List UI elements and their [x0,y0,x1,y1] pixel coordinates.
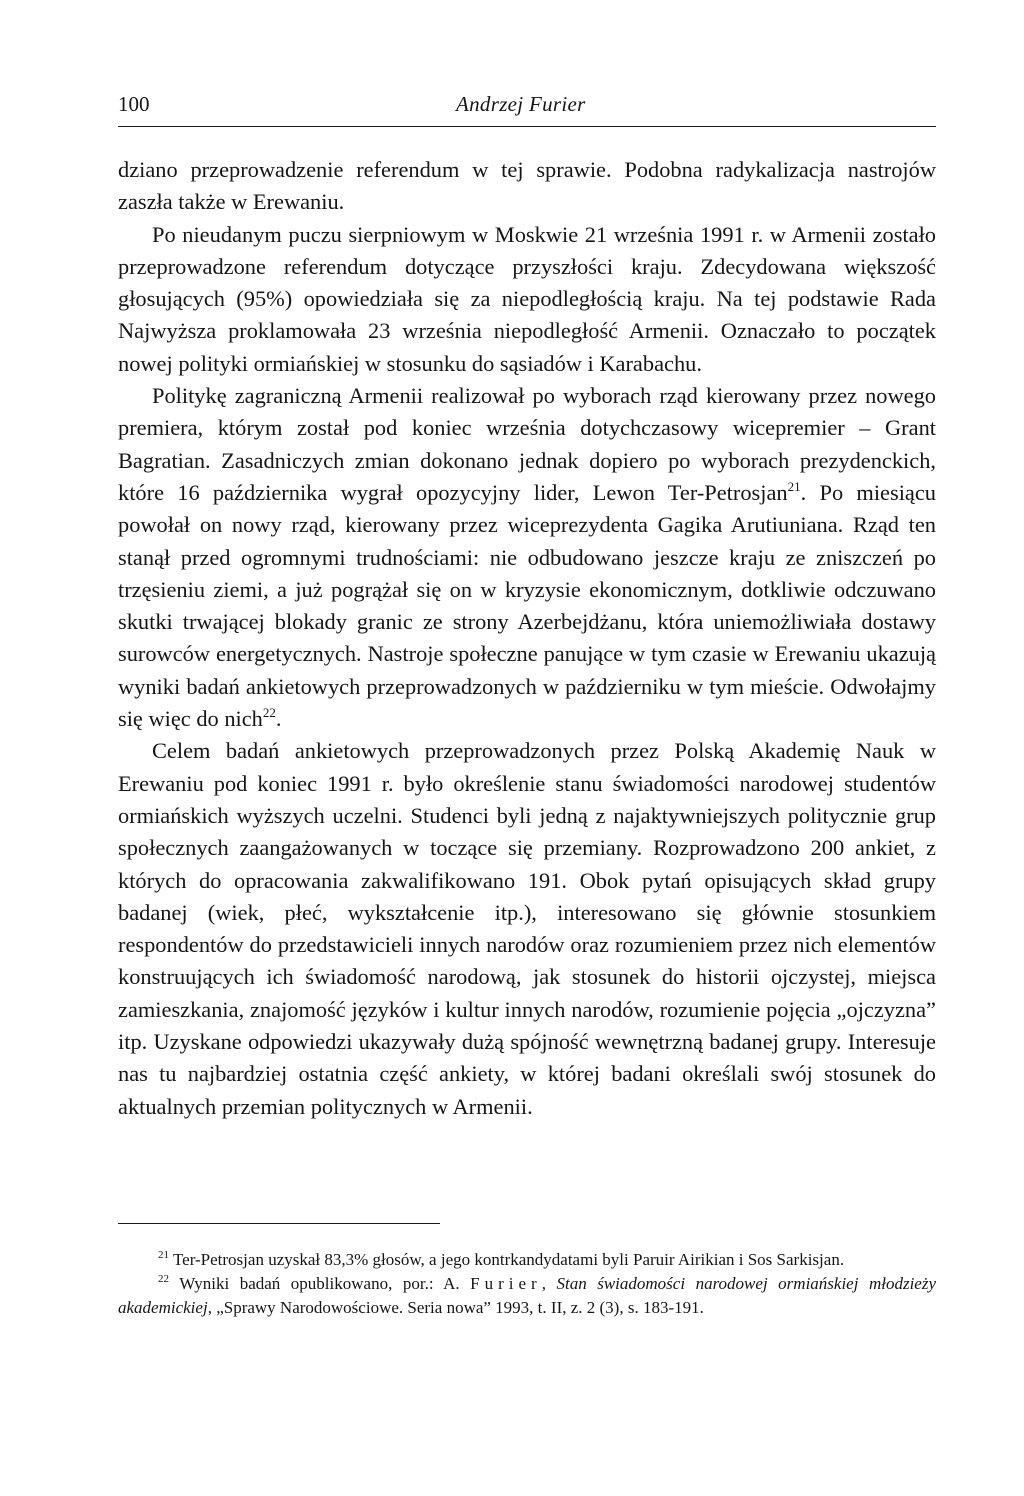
paragraph-continuation: dziano przeprowadzenie referendum w tej sprawie. Podobna radykalizacja nastrojów zaszła także w Erewaniu. [118,157,936,215]
footnote-number: 21 [158,1249,169,1261]
footnote-ref-21[interactable]: 21 [787,478,801,494]
footnote-number: 22 [158,1273,169,1285]
paragraph-referendum: Po nieudanym puczu sierpniowym w Moskwie 21 września 1991 r. w Armenii zostało przeprowadzone referendum dotyczące przyszłości kraju. Zdecydowana większość głosujących (95%) opowiedziała się za niepodległością kraju. Na tej podstawie Rada Najwyższa proklamowała 23 września niepodległość Armenii. Oznaczało to początek nowej polityki ormiańskiej w stosunku do sąsiadów i Karabachu. [118,221,936,376]
footnotes [118,1248,936,1320]
running-head-author: Andrzej Furier [456,92,586,116]
footnote-text: Wyniki badań opublikowano, por.: A. [179,1274,460,1293]
footnote-separator [118,1223,440,1224]
footnote-ref-22[interactable]: 22 [262,705,276,721]
paragraph-foreign-policy [118,380,936,735]
footnote-author: Furier [470,1274,542,1293]
footnote-21 [118,1248,936,1272]
page-number: 100 [118,92,150,116]
footnote-22 [118,1272,936,1320]
page-header [118,90,936,127]
paragraph-text: Politykę zagraniczną Armenii realizował po wyborach rząd kierowany przez nowego premiera, którym został pod koniec września dotychczasowy wicepremier – Grant Bagratian. Zasadniczych zmian dokonano jednak dopiero po wyborach prezydenckich, które 16 października wygrał opozycyjny lider, Lewon Ter-Petrosjan [118,383,936,505]
paragraph-survey: Celem badań ankietowych przeprowadzonych przez Polską Akademię Nauk w Erewaniu pod koniec 1991 r. było określenie stanu świadomości narodowej studentów ormiańskich wyższych uczelni. Studenci byli jedną z najaktywniejszych politycznie grup społecznych zaangażowanych w toczące się przemiany. Rozprowadzono 200 ankiet, z których do opracowania zakwalifikowano 191. Obok pytań opisujących skład grupy badanej (wiek, płeć, wykształcenie itp.), interesowano się głównie stosunkiem respondentów do przedstawicieli innych narodów oraz rozumieniem przez nich elementów konstruujących ich świadomość narodową, jak stosunek do historii ojczystej, miejsca zamieszkania, znajomość języków i kultur innych narodów, rozumienie pojęcia „ojczyzna” itp. Uzyskane odpowiedzi ukazywały dużą spójność wewnętrzną badanej grupy. Interesuje nas tu najbardziej ostatnia część ankiety, w której badani określali swój stosunek do aktualnych przemian politycznych w Armenii. [118,738,936,1119]
footnote-cited-title: Stan świadomości narodowej ormiańskiej młodzieży akademickiej [118,1274,937,1317]
paragraph-text: . Po miesiącu powołał on nowy rząd, kierowany przez wiceprezydenta Gagika Arutiuniana. Rząd ten stanął przed ogromnymi trudnościami: nie odbudowano jeszcze kraju ze zniszczeń po trzęsieniu ziemi, a już pogrążał się on w kryzysie ekonomicznym, dotkliwie odczuwano skutki trwającej blokady granic ze strony Azerbejdżanu, która uniemożliwiała dostawy surowców energetycznych. Nastroje społeczne panujące w tym czasie w Erewaniu ukazują wyniki badań ankietowych przeprowadzonych w październiku w tym mieście. Odwołajmy się więc do nich [118,479,936,732]
paragraph-text: . [275,706,282,732]
footnote-text: Ter-Petrosjan uzyskał 83,3% głosów, a jego kontrkandydatami byli Paruir Airikian i Sos Sarkisjan. [172,1250,845,1269]
footnote-text: , [541,1274,546,1293]
footnote-text: , „Sprawy Narodowościowe. Seria nowa” 1993, t. II, z. 2 (3), s. 183-191. [207,1298,704,1317]
main-text [118,154,936,1123]
